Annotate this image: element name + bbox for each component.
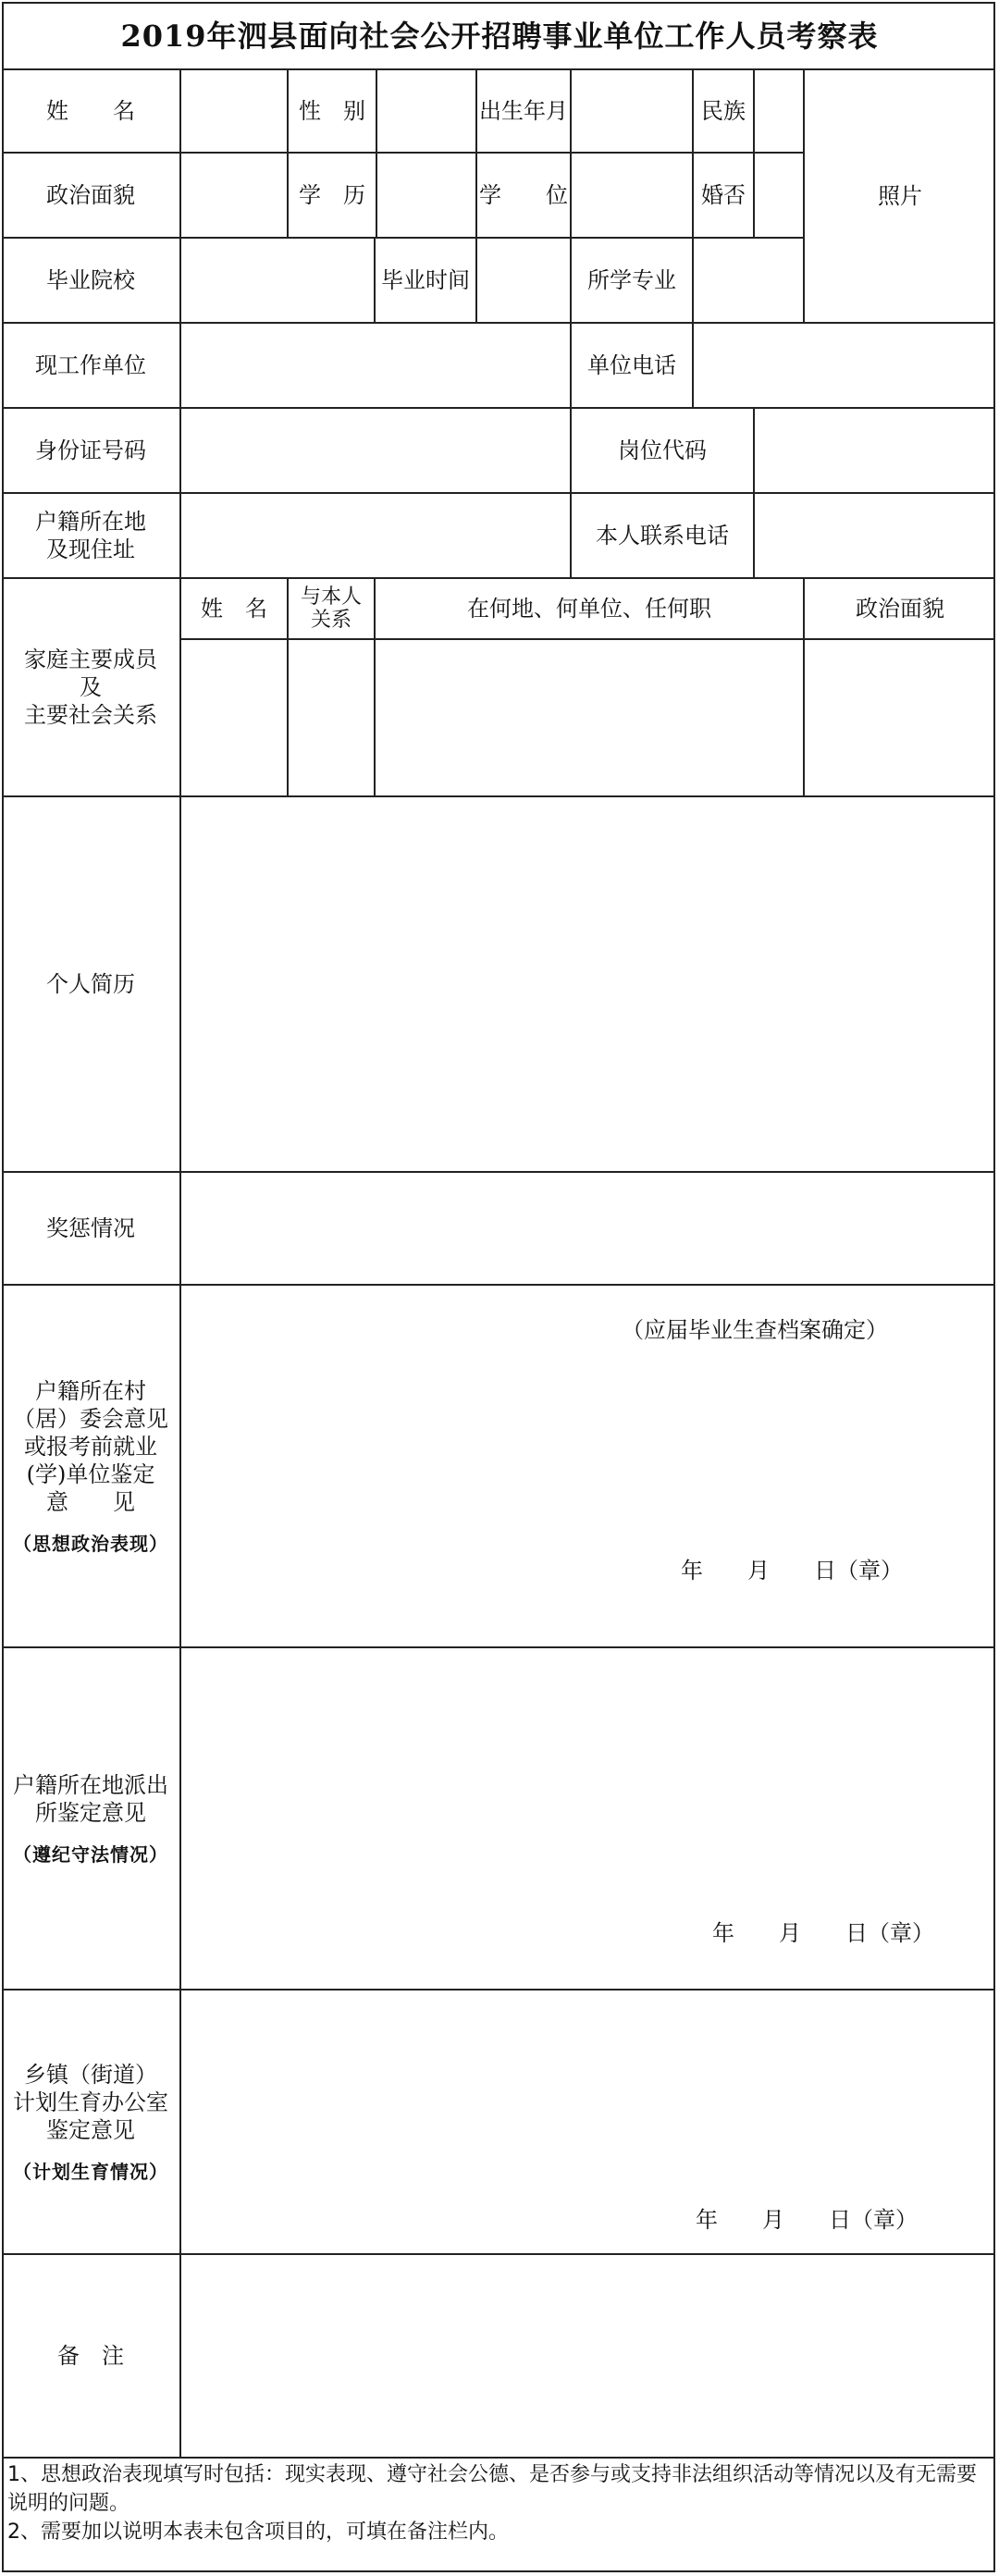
field-gender[interactable] <box>377 68 477 154</box>
field-fam-where[interactable] <box>376 640 805 797</box>
footnotes <box>7 2460 988 2547</box>
label-id-number: 身份证号码 <box>2 409 181 494</box>
field-fam-political[interactable] <box>805 640 995 797</box>
label-hukou-address: 户籍所在地 及现住址 <box>2 494 181 579</box>
field-political[interactable] <box>181 154 289 239</box>
date-stamp-village: 年 月 日（章） <box>681 1558 903 1584</box>
header-fam-where: 在何地、何单位、任何职 <box>376 579 805 640</box>
family-planning-note: （计划生育情况） <box>13 2160 168 2183</box>
header-fam-relation: 与本人 关系 <box>289 579 376 640</box>
field-ethnicity[interactable] <box>755 68 805 154</box>
label-degree: 学 位 <box>477 154 572 239</box>
photo-box[interactable]: 照片 <box>805 68 995 324</box>
label-name: 姓 名 <box>2 68 181 154</box>
field-degree[interactable] <box>572 154 694 239</box>
label-political: 政治面貌 <box>2 154 181 239</box>
label-education: 学 历 <box>289 154 377 239</box>
label-remarks: 备 注 <box>2 2255 181 2459</box>
footnote-1: 1、思想政治表现填写时包括：现实表现、遵守社会公德、是否参与或支持非法组织活动等情况以及有无需要说明的问题。 <box>7 2463 978 2516</box>
field-education[interactable] <box>377 154 477 239</box>
graduate-note: （应届毕业生查档案确定） <box>622 1317 888 1343</box>
field-grad-time[interactable] <box>477 239 572 324</box>
footnote-2: 2、需要加以说明本表未包含项目的，可填在备注栏内。 <box>7 2521 509 2545</box>
label-employer: 现工作单位 <box>2 324 181 409</box>
field-married[interactable] <box>755 154 805 239</box>
label-contact-phone: 本人联系电话 <box>572 494 755 579</box>
label-employer-phone: 单位电话 <box>572 324 694 409</box>
field-resume[interactable] <box>181 797 995 1173</box>
date-stamp-family-planning: 年 月 日（章） <box>696 2207 918 2233</box>
label-rewards: 奖惩情况 <box>2 1173 181 1286</box>
police-note: （遵纪守法情况） <box>13 1843 168 1866</box>
label-major: 所学专业 <box>572 239 694 324</box>
header-fam-name: 姓 名 <box>181 579 289 640</box>
label-school: 毕业院校 <box>2 239 181 324</box>
header-fam-political: 政治面貌 <box>805 579 995 640</box>
field-employer[interactable] <box>181 324 572 409</box>
label-police-opinion: 户籍所在地派出 所鉴定意见 （遵纪守法情况） <box>2 1648 181 1991</box>
field-name[interactable] <box>181 68 289 154</box>
form-title: 2019年泗县面向社会公开招聘事业单位工作人员考察表 <box>120 18 879 54</box>
label-village-opinion: 户籍所在村 （居）委会意见 或报考前就业 (学)单位鉴定 意 见 （思想政治表现） <box>2 1286 181 1648</box>
label-grad-time: 毕业时间 <box>376 239 477 324</box>
field-id-number[interactable] <box>181 409 572 494</box>
label-ethnicity: 民族 <box>694 68 755 154</box>
label-gender: 性 别 <box>289 68 377 154</box>
field-rewards[interactable] <box>181 1173 995 1286</box>
field-contact-phone[interactable] <box>755 494 995 579</box>
label-family: 家庭主要成员 及 主要社会关系 <box>2 579 181 797</box>
field-school[interactable] <box>181 239 376 324</box>
label-birth: 出生年月 <box>477 68 572 154</box>
village-note: （思想政治表现） <box>13 1532 168 1555</box>
field-post-code[interactable] <box>755 409 995 494</box>
label-post-code: 岗位代码 <box>572 409 755 494</box>
field-employer-phone[interactable] <box>694 324 995 409</box>
field-major[interactable] <box>694 239 805 324</box>
field-hukou-address[interactable] <box>181 494 572 579</box>
date-stamp-police: 年 月 日（章） <box>712 1920 934 1946</box>
field-remarks[interactable] <box>181 2255 995 2459</box>
field-fam-name[interactable] <box>181 640 289 797</box>
label-married: 婚否 <box>694 154 755 239</box>
label-family-planning: 乡镇（街道） 计划生育办公室 鉴定意见 （计划生育情况） <box>2 1991 181 2255</box>
field-fam-relation[interactable] <box>289 640 376 797</box>
field-birth[interactable] <box>572 68 694 154</box>
label-resume: 个人简历 <box>2 797 181 1173</box>
